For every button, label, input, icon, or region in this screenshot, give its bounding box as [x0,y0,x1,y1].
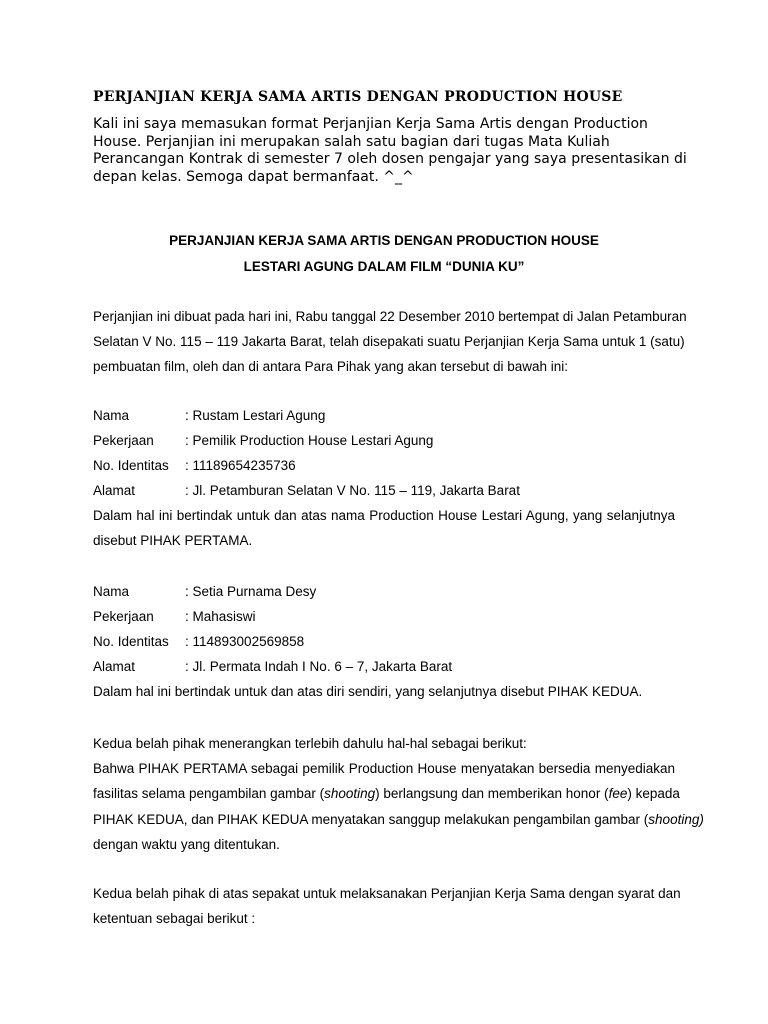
intro-line: House. Perjanjian ini merupakan salah satu bagian dari tugas Mata Kuliah [93,133,610,150]
field-label: Pekerjaan [93,609,154,624]
field-value: : 11189654235736 [185,458,296,473]
paragraph-line: dengan waktu yang ditentukan. [93,836,280,852]
field-value: : 114893002569858 [185,634,305,649]
field-label: No. Identitas [93,458,169,473]
party-2-name-row [93,579,675,604]
text-run: PIHAK KEDUA, dan PIHAK KEDUA menyatakan sanggup melakukan pengambilan gambar ( [93,811,649,827]
party-2-details [93,579,675,704]
document-title-line-1: PERJANJIAN KERJA SAMA ARTIS DENGAN PRODUCTION HOUSE [169,233,599,248]
field-label: Alamat [93,659,136,674]
italic-term: fee [608,786,628,802]
party-1-address-row [93,478,675,503]
paragraph-line: Dalam hal ini bertindak untuk dan atas diri sendiri, yang selanjutnya disebut PIHAK KEDUA. [93,684,643,699]
italic-term: shooting) [648,811,704,827]
party-1-job-row [93,428,675,453]
party-2-address-row [93,654,675,679]
paragraph-line [93,781,680,806]
field-label: Nama [93,408,130,423]
field-value: : Jl. Petamburan Selatan V No. 115 – 119, Jakarta Barat [185,483,520,498]
document-title-line-2: LESTARI AGUNG DALAM FILM “DUNIA KU” [243,259,525,274]
italic-term: shooting [324,786,376,802]
intro-line: depan kelas. Semoga dapat bermanfaat. ^_^ [93,168,414,185]
field-value: : Jl. Permata Indah I No. 6 – 7, Jakarta Barat [185,659,453,674]
party-2-id-row [93,629,675,654]
paragraph-line: Kedua belah pihak di atas sepakat untuk melaksanakan Perjanjian Kerja Sama dengan syarat dan [93,886,681,901]
field-value: : Mahasiswi [185,609,256,624]
text-run: ) kepada [627,786,680,802]
field-label: Pekerjaan [93,433,154,448]
party-1-id-row [93,453,675,478]
intro-line: Perancangan Kontrak di semester 7 oleh dosen pengajar yang saya presentasikan di [93,151,687,167]
field-value: : Rustam Lestari Agung [185,408,326,423]
paragraph-line: Selatan V No. 115 – 119 Jakarta Barat, telah disepakati suatu Perjanjian Kerja Sama untuk 1 (satu) [93,334,685,350]
explanation-paragraph [93,731,704,857]
post-title: PERJANJIAN KERJA SAMA ARTIS DENGAN PRODUCTION HOUSE [93,89,623,105]
paragraph-line [93,807,704,832]
paragraph-line: Bahwa PIHAK PERTAMA sebagai pemilik Production House menyatakan bersedia menyediakan [93,761,675,777]
text-run: fasilitas selama pengambilan gambar ( [93,786,325,802]
opening-paragraph [93,304,687,380]
text-run: ) berlangsung dan memberikan honor ( [375,786,609,802]
field-label: Nama [93,584,130,599]
post-intro [93,116,687,186]
field-label: Alamat [93,483,136,498]
paragraph-line: Dalam hal ini bertindak untuk dan atas nama Production House Lestari Agung, yang selanjutnya [93,508,675,523]
field-value: : Pemilik Production House Lestari Agung [185,433,434,448]
field-value: : Setia Purnama Desy [185,584,317,599]
paragraph-line: Kedua belah pihak menerangkan terlebih dahulu hal-hal sebagai berikut: [93,736,527,751]
field-label: No. Identitas [93,634,169,649]
paragraph-line: Perjanjian ini dibuat pada hari ini, Rabu tanggal 22 Desember 2010 bertempat di Jalan Petamburan [93,309,687,324]
party-1-details [93,403,675,553]
party-1-name-row [93,403,675,428]
agreement-paragraph [93,881,681,931]
intro-line: Kali ini saya memasukan format Perjanjian Kerja Sama Artis dengan Production [93,116,648,132]
party-2-job-row [93,604,675,629]
paragraph-line: ketentuan sebagai berikut : [93,911,256,927]
paragraph-line: pembuatan film, oleh dan di antara Para Pihak yang akan tersebut di bawah ini: [93,359,569,375]
paragraph-line: disebut PIHAK PERTAMA. [93,533,253,549]
